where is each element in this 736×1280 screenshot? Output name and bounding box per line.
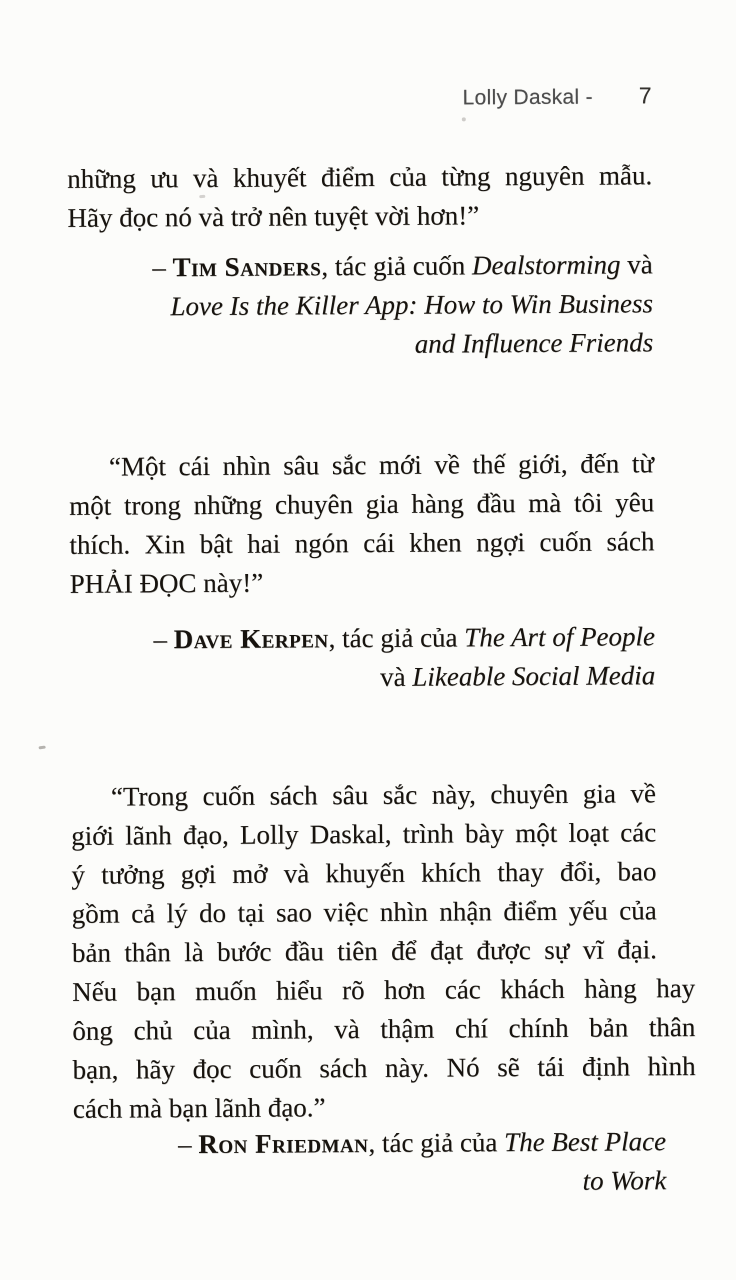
text-line: bản thân là bước đầu tiên để đạt được sự vĩ đại. xyxy=(71,934,657,968)
attribution-text: , tác giả cuốn xyxy=(321,250,473,282)
attribution-line xyxy=(73,1122,666,1165)
book-title: The Best Place xyxy=(504,1126,667,1158)
attribution-text: , tác giả của xyxy=(368,1127,505,1159)
book-title: and Influence Friends xyxy=(414,327,654,359)
attribution-line xyxy=(70,617,655,660)
attribution-text: – xyxy=(153,624,174,655)
author-name: Ron Friedman xyxy=(198,1128,369,1160)
text-line: cách mà bạn lãnh đạo.” xyxy=(72,1092,326,1124)
page-header xyxy=(67,82,660,113)
attribution-line xyxy=(70,656,655,699)
attribution-text: , tác giả của xyxy=(328,622,465,654)
text-line: ông chủ của mình, và thậm chí chính bản thân xyxy=(72,1012,696,1046)
text-line: giới lãnh đạo, Lolly Daskal, trình bày một loạt các xyxy=(71,817,657,851)
text-line: gồm cả lý do tại sao việc nhìn nhận điểm yếu của xyxy=(71,895,657,929)
book-title: The Art of People xyxy=(464,621,656,653)
attribution-line xyxy=(68,245,653,288)
attribution-tim-sanders xyxy=(68,245,654,366)
text-line: “Một cái nhìn sâu sắc mới về thế giới, đến từ xyxy=(108,448,655,482)
page-number: 7 xyxy=(638,82,652,109)
text-line: thích. Xin bật hai ngón cái khen ngợi cuốn sách xyxy=(69,526,655,560)
testimonial-quote-dave-kerpen xyxy=(69,444,655,604)
attribution-text: – xyxy=(177,1129,199,1160)
author-name: Dave Kerpen xyxy=(173,623,329,655)
attribution-text: và xyxy=(620,249,653,280)
book-title: Love Is the Killer App: How to Win Business xyxy=(170,288,654,322)
attribution-text: – xyxy=(152,252,173,283)
attribution-line xyxy=(73,1161,666,1204)
scan-artifact xyxy=(462,117,466,121)
text-line: Nếu bạn muốn hiểu rõ hơn các khách hàng hay xyxy=(72,973,696,1007)
attribution-ron-friedman xyxy=(73,1122,666,1204)
paragraph-continuation xyxy=(67,156,652,238)
text-line: PHẢI ĐỌC này!” xyxy=(69,567,264,599)
scan-artifact xyxy=(38,746,45,750)
book-title: Dealstorming xyxy=(471,249,621,281)
text-line: “Trong cuốn sách sâu sắc này, chuyên gia về xyxy=(110,778,657,812)
book-title: Likeable Social Media xyxy=(412,660,656,692)
text-line: Hãy đọc nó và trở nên tuyệt vời hơn!” xyxy=(67,200,480,233)
attribution-line xyxy=(68,323,653,366)
attribution-dave-kerpen xyxy=(70,617,655,699)
text-line: một trong những chuyên gia hàng đầu mà tôi yêu xyxy=(69,487,655,521)
author-name: Tim Sanders xyxy=(172,251,322,283)
scan-artifact xyxy=(199,195,205,199)
book-title: to Work xyxy=(582,1165,667,1196)
running-title: Lolly Daskal - xyxy=(462,85,593,110)
attribution-line xyxy=(68,284,653,327)
text-line: ý tưởng gợi mở và khuyến khích thay đổi, bao xyxy=(71,856,657,890)
attribution-text: và xyxy=(379,661,413,692)
testimonial-quote-ron-friedman xyxy=(71,774,696,1129)
text-line: bạn, hãy đọc cuốn sách này. Nó sẽ tái định hình xyxy=(72,1051,696,1085)
text-line: những ưu và khuyết điểm của từng nguyên mẫu. xyxy=(67,160,653,194)
